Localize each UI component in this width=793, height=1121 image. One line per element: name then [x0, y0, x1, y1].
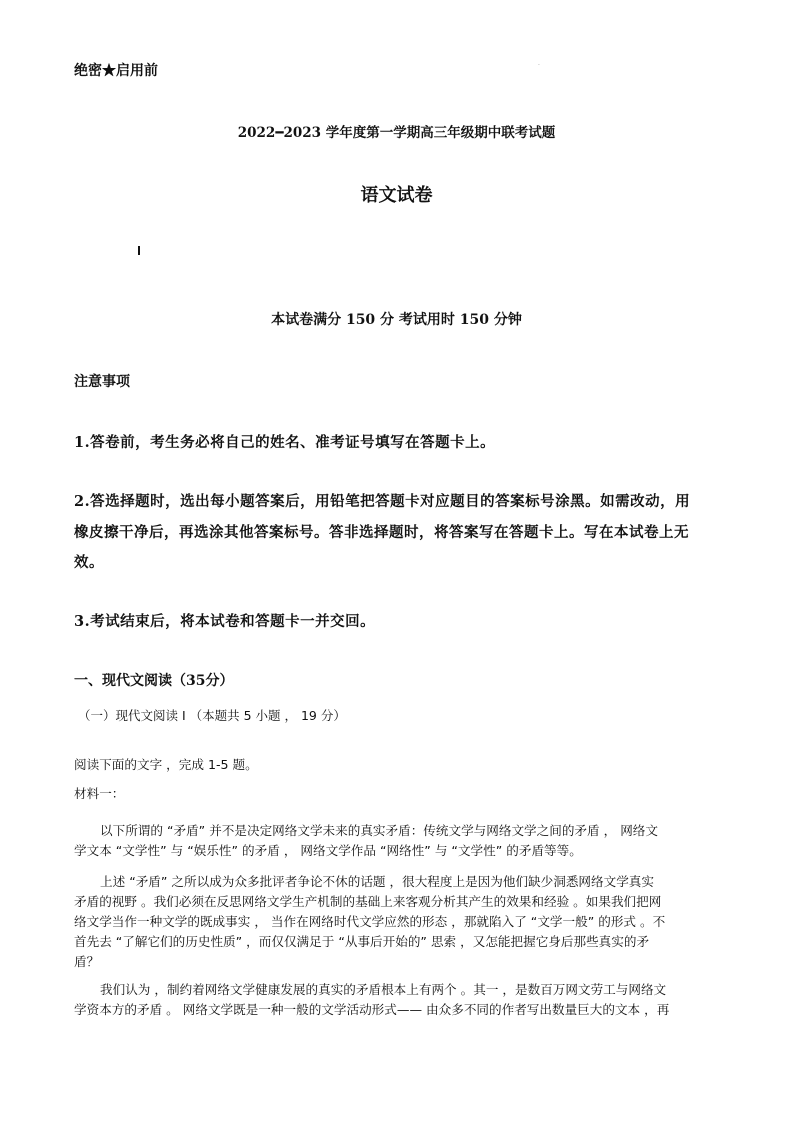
notice-item-2-line-3: 效。	[74, 554, 104, 571]
notice-item-2-line-2: 橡皮擦干净后，再选涂其他答案标号。答非选择题时，将答案写在答题卡上。写在本试卷上无	[74, 524, 689, 541]
notice-heading: 注意事项	[74, 374, 130, 390]
section-heading: 一、现代文阅读（35分）	[74, 673, 234, 689]
passage-line: 上述 “矛盾” 之所以成为众多批评者争论不休的话题 ，很大程度上是因为他们缺少洞悉网络文学真实	[100, 874, 654, 889]
notice-item-1: 1.答卷前，考生务必将自己的姓名、准考证号填写在答题卡上。	[74, 434, 496, 451]
passage-line: 首先去 “了解它们的历史性质” ，而仅仅满足于 “从事后开始的” 思索 ，又怎能把握它身后那些真实的矛	[74, 934, 650, 949]
exam-subtitle: 2022━2023 学年度第一学期高三年级期中联考试题	[237, 125, 556, 141]
passage-line: 矛盾的视野 。我们必须在反思网络文学生产机制的基础上来客观分析其产生的效果和经验 。如果我们把网	[74, 894, 662, 909]
passage-line: 学文本 “文学性” 与 “娱乐性” 的矛盾 ， 网络文学作品 “网络性” 与 “文学性” 的矛盾等等。	[74, 843, 582, 858]
reading-instruction: 阅读下面的文字 ，完成 1-5 题。	[74, 757, 258, 772]
passage-line: 盾？	[74, 954, 100, 969]
passage-line: 以下所谓的 “矛盾” 并不是决定网络文学未来的真实矛盾：传统文学与网络文学之间的矛盾 ， 网络文	[100, 823, 658, 838]
notice-item-3: 3.考试结束后，将本试卷和答题卡一并交回。	[74, 613, 376, 630]
passage-line: 我们认为 ，制约着网络文学健康发展的真实的矛盾根本上有两个 。其一 ，是数百万网文劳工与网络文	[100, 982, 667, 997]
exam-title: 语文试卷	[360, 185, 433, 206]
passage-line: 络文学当作一种文学的既成事实 ， 当作在网络时代文学应然的形态 ，那就陷入了 “文学一般” 的形式 。不	[74, 914, 666, 929]
subsection-heading: （一）现代文阅读 Ⅰ （本题共 5 小题 ， 19 分）	[78, 708, 346, 723]
stray-mark	[138, 246, 140, 255]
material-label: 材料一：	[74, 786, 125, 801]
score-info: 本试卷满分 150 分 考试用时 150 分钟	[271, 312, 522, 328]
passage-line: 学资本方的矛盾 。 网络文学既是一种一般的文学活动形式—— 由众多不同的作者写出数量巨大的文本 ，再	[74, 1002, 670, 1017]
notice-item-2-line-1: 2.答选择题时，选出每小题答案后，用铅笔把答题卡对应题目的答案标号涂黑。如需改动，用	[74, 493, 691, 510]
confidential-label: 绝密★启用前	[74, 63, 158, 79]
scan-dot: ·	[538, 62, 540, 69]
